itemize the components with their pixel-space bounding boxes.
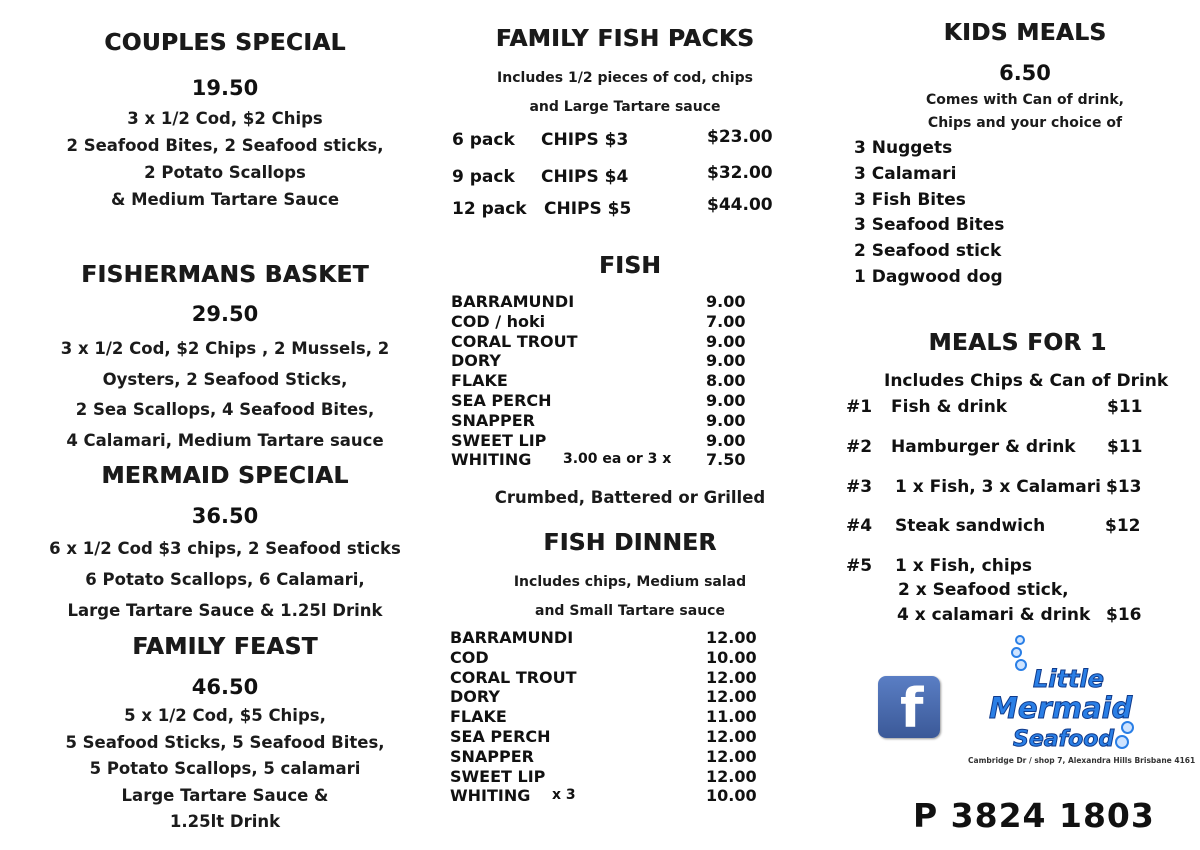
meal-price: $11 <box>1107 437 1143 457</box>
fish-price: 9.00 <box>706 292 746 311</box>
meal-description: 1 x Fish, 3 x Calamari <box>895 477 1101 497</box>
fish-row <box>451 292 781 312</box>
store-address: Cambridge Dr / shop 7, Alexandra Hills Brisbane 4161 <box>968 756 1196 765</box>
dinner-price: 11.00 <box>706 707 757 727</box>
family-feast-line: 5 x 1/2 Cod, $5 Chips, <box>124 706 326 725</box>
fish-row <box>451 431 781 451</box>
meal-description: 1 x Fish, chips <box>895 556 1032 576</box>
pack-row <box>452 167 515 187</box>
phone-number: P 3824 1803 <box>913 796 1155 835</box>
fishermans-basket-price: 29.50 <box>191 302 259 326</box>
pack-row <box>452 130 515 150</box>
dinner-fish-name: BARRAMUNDI <box>450 628 574 647</box>
fish-row <box>451 391 781 411</box>
family-feast-line: 5 Seafood Sticks, 5 Seafood Bites, <box>65 733 385 752</box>
couples-special-line: & Medium Tartare Sauce <box>110 190 340 209</box>
pack-chips: CHIPS $5 <box>544 199 632 219</box>
fish-price: 9.00 <box>706 351 746 371</box>
dinner-fish-name: SNAPPER <box>450 746 534 766</box>
meal-number: #3 <box>846 477 873 497</box>
couples-special-line: 2 Seafood Bites, 2 Seafood sticks, <box>66 136 384 155</box>
mermaid-special-title: MERMAID SPECIAL <box>101 463 349 489</box>
dinner-price: 12.00 <box>706 726 757 746</box>
family-feast-line: Large Tartare Sauce & <box>121 786 329 805</box>
fish-cooking-note: Crumbed, Battered or Grilled <box>494 488 766 507</box>
fish-name: COD / hoki <box>451 311 546 331</box>
kids-meals-title: KIDS MEALS <box>943 20 1107 46</box>
fish-price: 9.00 <box>706 331 746 351</box>
meals-for-1-desc: Includes Chips & Can of Drink <box>884 371 1169 391</box>
dinner-price: 10.00 <box>706 786 757 806</box>
dinner-row <box>450 707 780 727</box>
fish-dinner-price-list <box>450 628 780 806</box>
bubble-icon <box>1011 647 1022 658</box>
meals-for-1-title: MEALS FOR 1 <box>928 330 1107 356</box>
fish-price: 8.00 <box>706 371 746 391</box>
fishermans-basket-line: 2 Sea Scallops, 4 Seafood Bites, <box>75 400 375 419</box>
fish-price-list <box>451 292 781 470</box>
bubble-icon <box>1015 635 1025 645</box>
pack-row <box>452 199 527 219</box>
meal-description: Fish & drink <box>891 397 1008 417</box>
kids-meal-option: 3 Fish Bites <box>854 190 966 210</box>
bubble-icon <box>1015 659 1027 671</box>
fishermans-basket-line: 4 Calamari, Medium Tartare sauce <box>66 431 384 450</box>
bubble-icon <box>1115 735 1129 749</box>
dinner-row <box>450 767 780 787</box>
dinner-fish-name: DORY <box>450 687 500 707</box>
meal-price: $12 <box>1105 516 1141 536</box>
dinner-row <box>450 648 780 668</box>
dinner-row <box>450 727 780 747</box>
fish-price: 7.00 <box>706 311 746 331</box>
meal-price: $13 <box>1106 477 1142 497</box>
family-fish-packs-desc: Includes 1/2 pieces of cod, chips <box>497 70 753 86</box>
kids-meal-option: 3 Seafood Bites <box>854 215 1005 235</box>
dinner-fish-name: SWEET LIP <box>450 766 546 786</box>
family-feast-title: FAMILY FEAST <box>132 634 318 660</box>
mermaid-special-price: 36.50 <box>191 504 259 528</box>
meal-description: 2 x Seafood stick, <box>898 580 1069 600</box>
mermaid-special-line: 6 x 1/2 Cod $3 chips, 2 Seafood sticks <box>49 539 401 558</box>
kids-meal-option: 2 Seafood stick <box>854 241 1002 261</box>
pack-chips: CHIPS $4 <box>541 167 629 187</box>
kids-meals-price: 6.50 <box>999 61 1051 85</box>
dinner-price: 12.00 <box>706 687 757 707</box>
couples-special-title: COUPLES SPECIAL <box>104 30 346 56</box>
dinner-price: 12.00 <box>706 667 757 687</box>
pack-size: 9 pack <box>452 167 515 187</box>
logo-word-seafood: Seafood <box>1013 727 1115 752</box>
kids-meals-desc: Chips and your choice of <box>927 115 1123 131</box>
meal-number: #5 <box>846 556 873 576</box>
dinner-row <box>450 668 780 688</box>
kids-meals-desc: Comes with Can of drink, <box>926 92 1124 108</box>
fish-row <box>451 312 781 332</box>
meal-number: #2 <box>846 437 873 457</box>
little-mermaid-logo <box>955 635 1175 770</box>
dinner-fish-name: WHITING <box>450 786 531 806</box>
pack-chips: CHIPS $3 <box>541 130 629 150</box>
couples-special-line: 3 x 1/2 Cod, $2 Chips <box>127 109 323 128</box>
family-feast-line: 1.25lt Drink <box>169 812 281 831</box>
fish-dinner-title: FISH DINNER <box>543 530 717 556</box>
dinner-price: 12.00 <box>706 628 757 647</box>
logo-word-mermaid: Mermaid <box>989 691 1133 725</box>
family-fish-packs-desc: and Large Tartare sauce <box>529 99 721 115</box>
fish-price: 7.50 <box>706 450 746 470</box>
family-feast-line: 5 Potato Scallops, 5 calamari <box>89 759 361 778</box>
couples-special-price: 19.50 <box>191 76 259 100</box>
meal-number: #4 <box>846 516 873 536</box>
fish-dinner-desc: and Small Tartare sauce <box>535 603 725 619</box>
kids-meal-option: 3 Calamari <box>854 164 957 184</box>
pack-size: 6 pack <box>452 130 515 150</box>
fish-name: FLAKE <box>451 371 508 391</box>
pack-price: $32.00 <box>707 163 773 183</box>
fish-price: 9.00 <box>706 410 746 430</box>
dinner-price: 12.00 <box>706 766 757 786</box>
meal-price: $11 <box>1107 397 1143 417</box>
fish-name: DORY <box>451 351 501 371</box>
fishermans-basket-title: FISHERMANS BASKET <box>81 262 369 288</box>
dinner-fish-name: SEA PERCH <box>450 726 551 746</box>
meal-description: Hamburger & drink <box>891 437 1076 457</box>
dinner-fish-name: COD <box>450 647 489 667</box>
fish-name: CORAL TROUT <box>451 331 578 351</box>
fish-name: BARRAMUNDI <box>451 292 575 311</box>
pack-price: $23.00 <box>707 127 773 147</box>
kids-meal-option: 3 Nuggets <box>854 138 953 158</box>
fishermans-basket-line: 3 x 1/2 Cod, $2 Chips , 2 Mussels, 2 <box>60 339 390 358</box>
dinner-extra: x 3 <box>552 787 576 804</box>
dinner-price: 10.00 <box>706 647 757 667</box>
fish-dinner-desc: Includes chips, Medium salad <box>513 574 747 590</box>
dinner-row <box>450 687 780 707</box>
dinner-fish-name: FLAKE <box>450 707 507 727</box>
logo-word-little: Little <box>1033 665 1104 693</box>
facebook-letter: f <box>900 677 924 740</box>
meal-price: $16 <box>1106 605 1142 625</box>
meal-number: #1 <box>846 397 873 417</box>
pack-size: 12 pack <box>452 199 527 219</box>
fishermans-basket-line: Oysters, 2 Seafood Sticks, <box>102 370 348 389</box>
fish-row <box>451 351 781 371</box>
dinner-row <box>450 786 780 806</box>
fish-title: FISH <box>598 253 662 279</box>
kids-meal-option: 1 Dagwood dog <box>854 267 1003 287</box>
fish-name: SEA PERCH <box>451 390 552 410</box>
fish-price: 9.00 <box>706 390 746 410</box>
fish-row <box>451 332 781 352</box>
mermaid-special-line: Large Tartare Sauce & 1.25l Drink <box>67 601 383 620</box>
fish-name: WHITING <box>451 450 532 470</box>
fish-price: 9.00 <box>706 430 746 450</box>
fish-name: SWEET LIP <box>451 430 547 450</box>
dinner-row <box>450 628 780 648</box>
dinner-row <box>450 747 780 767</box>
meal-description: Steak sandwich <box>895 516 1046 536</box>
fish-row <box>451 450 781 470</box>
fish-extra: 3.00 ea or 3 x <box>563 451 672 468</box>
fish-row <box>451 371 781 391</box>
pack-price: $44.00 <box>707 195 773 215</box>
facebook-icon[interactable] <box>878 676 940 738</box>
meal-description: 4 x calamari & drink <box>897 605 1091 625</box>
couples-special-line: 2 Potato Scallops <box>144 163 306 182</box>
fish-name: SNAPPER <box>451 410 535 430</box>
fish-row <box>451 411 781 431</box>
family-fish-packs-title: FAMILY FISH PACKS <box>495 26 755 52</box>
family-feast-price: 46.50 <box>191 675 259 699</box>
mermaid-special-line: 6 Potato Scallops, 6 Calamari, <box>85 570 365 589</box>
dinner-price: 12.00 <box>706 746 757 766</box>
dinner-fish-name: CORAL TROUT <box>450 667 577 687</box>
